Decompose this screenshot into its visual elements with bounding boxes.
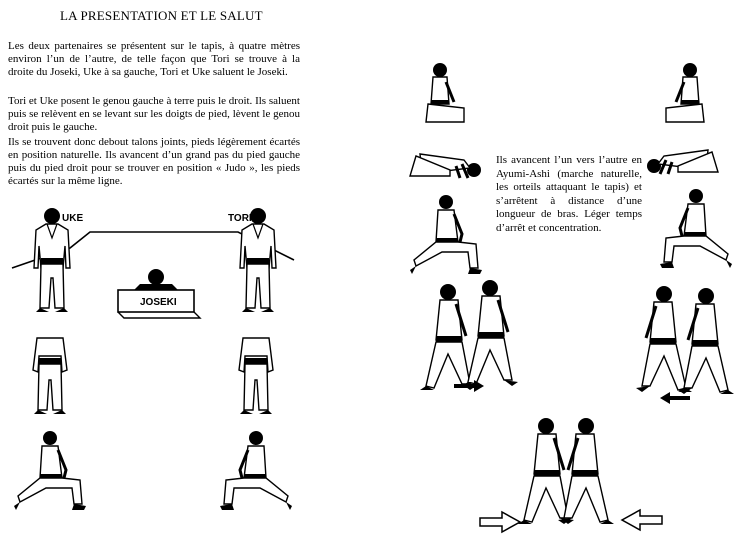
approach-arrow-left — [622, 510, 662, 530]
left-standing-figure — [462, 280, 518, 386]
right-seiza-figure — [666, 63, 704, 122]
left-walking-figure — [420, 284, 476, 390]
joseki-figure — [118, 269, 200, 318]
uke-bowing-figure — [33, 338, 67, 414]
tori-kneeling-figure — [220, 431, 292, 510]
uke-label: UKE — [62, 213, 84, 224]
tori-bowing-figure — [239, 338, 273, 414]
right-rising-figure — [660, 189, 732, 268]
stand-paragraph: Ils se trouvent donc debout talons joints, pieds légèrement écartés en position naturelle. Ils avancent d’un grand pas du pied gauche puis du pied droit pour se trouver en position « Judo », les pieds écartés sur la même ligne. — [8, 136, 300, 187]
right-walking-figure — [678, 288, 734, 394]
approach-arrow-right — [480, 512, 520, 532]
left-bowing-kneeling-figure — [410, 154, 481, 178]
kneel-paragraph: Tori et Uke posent le genou gauche à terre puis le droit. Ils saluent puis se relèvent en se levant sur les doigts de pied, lèvent le genou droit puis le gauche. — [8, 95, 300, 133]
page-title: LA PRESENTATION ET LE SALUT — [60, 8, 263, 23]
left-rising-figure — [410, 195, 482, 274]
intro-paragraph: Les deux partenaires se présentent sur le tapis, à quatre mètres environ l’un de l’autre, de telle façon que Tori se trouve à la droite du Joseki, Uke à sa gauche, Tori et Uke saluent le Joseki. — [8, 40, 300, 78]
facing-pair-right-figure — [558, 418, 614, 524]
step-forward-arrow-right — [660, 392, 690, 404]
right-bowing-kneeling-figure — [647, 150, 718, 174]
ayumi-ashi-paragraph: Ils avancent l’un vers l’autre en Ayumi-Ashi (marche naturelle, les orteils attaquant le tapis) et s’arrêtent à distance d’une longueur de bras. Léger temps d’arrêt et concentration. — [496, 154, 642, 234]
joseki-label: JOSEKI — [140, 297, 177, 308]
left-seiza-figure — [426, 63, 464, 122]
right-standing-figure — [636, 286, 692, 392]
uke-kneeling-figure — [14, 431, 86, 510]
tori-label: TORI — [228, 213, 252, 224]
